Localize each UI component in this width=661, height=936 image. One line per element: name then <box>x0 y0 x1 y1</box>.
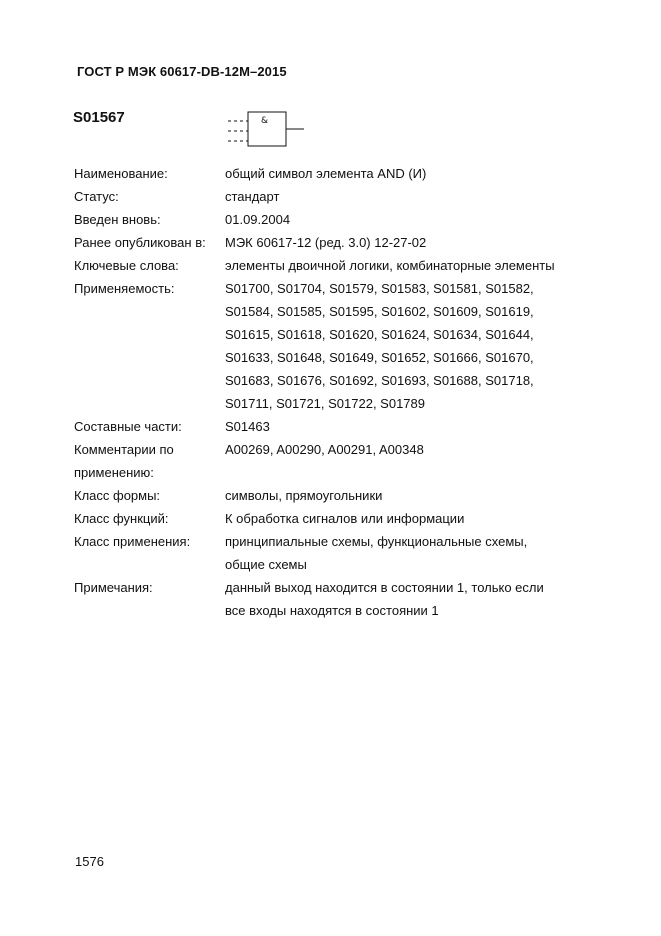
field-label-text: Применяемость: <box>74 281 175 296</box>
field-value-line: стандарт <box>225 189 280 204</box>
document-header: ГОСТ Р МЭК 60617-DB-12M–2015 <box>77 64 287 79</box>
field-label-text: Класс функций: <box>74 511 169 526</box>
field-row <box>74 208 634 231</box>
field-value-line: S01615, S01618, S01620, S01624, S01634, S01644, <box>225 327 534 342</box>
field-row <box>74 231 634 254</box>
field-value-line: МЭК 60617-12 (ред. 3.0) 12-27-02 <box>225 235 427 250</box>
field-label-text: применению: <box>74 465 154 480</box>
field-value <box>225 231 634 254</box>
field-label-text: Составные части: <box>74 419 182 434</box>
field-value-line: S01700, S01704, S01579, S01583, S01581, S01582, <box>225 281 534 296</box>
and-gate-symbol <box>224 111 306 147</box>
field-label <box>74 484 225 507</box>
field-row <box>74 507 634 530</box>
field-value <box>225 415 634 438</box>
field-value-line: A00269, A00290, A00291, A00348 <box>225 442 424 457</box>
field-value-line: S01584, S01585, S01595, S01602, S01609, S01619, <box>225 304 534 319</box>
field-value-line: принципиальные схемы, функциональные схемы, <box>225 534 528 549</box>
field-value-line: К обработка сигналов или информации <box>225 511 465 526</box>
field-value <box>225 277 634 415</box>
field-label-text: Наименование: <box>74 166 168 181</box>
field-value-line: все входы находятся в состоянии 1 <box>225 603 439 618</box>
field-value-line: элементы двоичной логики, комбинаторные элементы <box>225 258 555 273</box>
field-value <box>225 530 634 576</box>
field-value-line: S01633, S01648, S01649, S01652, S01666, S01670, <box>225 350 534 365</box>
field-row <box>74 277 634 415</box>
symbol-code: S01567 <box>73 109 125 126</box>
field-label-text: Примечания: <box>74 580 153 595</box>
field-label <box>74 231 225 254</box>
field-value-line: S01683, S01676, S01692, S01693, S01688, S01718, <box>225 373 534 388</box>
field-label-text: Ключевые слова: <box>74 258 179 273</box>
field-value <box>225 185 634 208</box>
field-label-text: Статус: <box>74 189 119 204</box>
field-label <box>74 576 225 622</box>
field-label-text: Комментарии по <box>74 442 174 457</box>
field-row <box>74 438 634 484</box>
field-value-line: S01711, S01721, S01722, S01789 <box>225 396 425 411</box>
field-label <box>74 277 225 415</box>
field-value-line: общие схемы <box>225 557 307 572</box>
field-label <box>74 507 225 530</box>
field-value <box>225 484 634 507</box>
field-label <box>74 415 225 438</box>
field-row <box>74 162 634 185</box>
field-label <box>74 208 225 231</box>
field-row <box>74 185 634 208</box>
page-number: 1576 <box>75 854 104 869</box>
field-row <box>74 254 634 277</box>
field-label-text: Ранее опубликован в: <box>74 235 206 250</box>
field-label <box>74 438 225 484</box>
field-value <box>225 507 634 530</box>
field-row <box>74 576 634 622</box>
field-row <box>74 415 634 438</box>
field-label-text: Введен вновь: <box>74 212 161 227</box>
field-label-text: Класс формы: <box>74 488 161 503</box>
field-value <box>225 254 634 277</box>
field-value <box>225 208 634 231</box>
field-value-line: S01463 <box>225 419 270 434</box>
field-value-line: данный выход находится в состоянии 1, только если <box>225 580 544 595</box>
field-value <box>225 162 634 185</box>
field-value-line: общий символ элемента AND (И) <box>225 166 427 181</box>
field-value-line: 01.09.2004 <box>225 212 291 227</box>
field-label <box>74 185 225 208</box>
gate-label: & <box>261 116 269 126</box>
field-row <box>74 530 634 576</box>
field-label <box>74 162 225 185</box>
field-value <box>225 438 634 484</box>
field-value <box>225 576 634 622</box>
field-label-text: Класс применения: <box>74 534 191 549</box>
field-value-line: символы, прямоугольники <box>225 488 383 503</box>
field-list <box>74 162 634 622</box>
field-label <box>74 530 225 576</box>
field-label <box>74 254 225 277</box>
field-row <box>74 484 634 507</box>
